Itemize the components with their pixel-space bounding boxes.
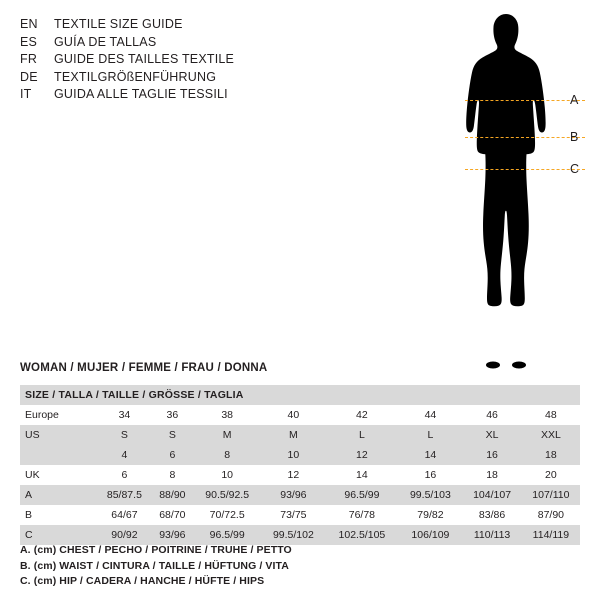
cell: 16 [424, 469, 437, 481]
row-label: US [20, 425, 97, 445]
row-label: A [20, 485, 97, 505]
cell: 73/75 [280, 509, 307, 521]
cell: 76/78 [348, 509, 376, 521]
cell: 64/67 [111, 509, 138, 521]
language-title: TEXTILE SIZE GUIDE [54, 17, 183, 31]
cell: 6 [121, 469, 128, 481]
cell: 18 [522, 445, 580, 465]
cell: 83/86 [478, 509, 506, 521]
cell: 90/92 [97, 525, 152, 545]
language-code: FR [20, 52, 38, 66]
legend-item-c: C. (cm) HIP / CADERA / HANCHE / HÜFTE / HIPS [20, 575, 265, 587]
language-title-block [20, 16, 320, 104]
language-code: ES [20, 34, 38, 49]
cell: 68/70 [159, 509, 186, 521]
measure-line-waist [465, 137, 585, 138]
cell: 8 [193, 445, 262, 465]
cell: L [325, 425, 398, 445]
cell: 99.5/102 [261, 525, 325, 545]
cell: 102.5/105 [325, 525, 398, 545]
cell: 16 [462, 445, 521, 465]
cell: 18 [486, 469, 498, 481]
language-row [20, 34, 320, 52]
cell: 6 [152, 445, 193, 465]
cell: S [152, 425, 193, 445]
table-row [20, 525, 580, 545]
language-code: EN [20, 17, 38, 31]
table-row [20, 505, 580, 525]
measure-line-chest [465, 100, 585, 101]
cell: 12 [287, 469, 300, 481]
cell: M [261, 425, 325, 445]
table-row [20, 445, 580, 465]
cell: 114/119 [522, 525, 580, 545]
cell: 40 [287, 409, 300, 421]
cell: 48 [545, 409, 557, 421]
cell: 34 [118, 409, 131, 421]
cell: S [97, 425, 152, 445]
cell: 79/82 [417, 509, 444, 521]
language-row [20, 69, 320, 87]
table-row [20, 425, 580, 445]
measure-label-b: B [570, 130, 579, 144]
cell: M [193, 425, 262, 445]
section-title-woman: WOMAN / MUJER / FEMME / FRAU / DONNA [20, 362, 268, 374]
female-body-figure [410, 8, 600, 378]
cell: 38 [221, 409, 234, 421]
language-title: GUIDA ALLE TAGLIE TESSILI [54, 87, 228, 101]
row-label: C [20, 525, 97, 545]
cell: 36 [166, 409, 179, 421]
cell: 42 [356, 409, 368, 421]
cell: XL [462, 425, 521, 445]
cell: 85/87.5 [97, 485, 152, 505]
cell: 10 [261, 445, 325, 465]
cell: 10 [221, 469, 234, 481]
cell: 46 [486, 409, 498, 421]
cell: 12 [325, 445, 398, 465]
cell: 106/109 [398, 525, 462, 545]
cell: 96.5/99 [193, 525, 262, 545]
language-title: GUÍA DE TALLAS [54, 34, 157, 49]
table-header-label: SIZE / TALLA / TAILLE / GRÖSSE / TAGLIA [20, 385, 580, 405]
table-row [20, 465, 580, 485]
cell: 87/90 [537, 509, 565, 521]
cell: XXL [522, 425, 580, 445]
cell: 96.5/99 [325, 485, 398, 505]
table-row [20, 485, 580, 505]
language-title: GUIDE DES TAILLES TEXTILE [54, 52, 235, 66]
cell: 14 [356, 469, 368, 481]
cell: 93/96 [152, 525, 193, 545]
cell: L [398, 425, 462, 445]
cell: 20 [545, 469, 557, 481]
cell: 93/96 [261, 485, 325, 505]
measurement-legend [20, 543, 292, 590]
language-title: TEXTILGRÖßENFÜHRUNG [54, 69, 217, 84]
cell: 14 [398, 445, 462, 465]
row-label: Europe [25, 409, 59, 421]
table-row [20, 405, 580, 425]
female-silhouette-icon [410, 8, 600, 378]
cell: 90.5/92.5 [193, 485, 262, 505]
measure-label-c: C [570, 162, 580, 176]
cell: 70/72.5 [209, 509, 245, 521]
legend-item-a: A. (cm) CHEST / PECHO / POITRINE / TRUHE / PETTO [20, 544, 292, 556]
measure-label-a: A [570, 93, 579, 107]
row-label [20, 445, 97, 465]
measure-line-hip [465, 169, 585, 170]
cell: 110/113 [462, 525, 521, 545]
table-header-row [20, 385, 580, 405]
cell: 4 [97, 445, 152, 465]
row-label: UK [25, 469, 40, 481]
language-row [20, 86, 320, 104]
cell: 104/107 [462, 485, 521, 505]
language-row [20, 16, 320, 34]
cell: 99.5/103 [398, 485, 462, 505]
legend-item-b: B. (cm) WAIST / CINTURA / TAILLE / HÜFTUNG / VITA [20, 559, 289, 572]
row-label: B [25, 509, 33, 521]
cell: 107/110 [522, 485, 580, 505]
language-row [20, 51, 320, 69]
language-code: IT [20, 87, 32, 101]
cell: 44 [424, 409, 437, 421]
size-table [20, 385, 580, 545]
cell: 8 [169, 469, 176, 481]
language-code: DE [20, 69, 38, 84]
cell: 88/90 [152, 485, 193, 505]
